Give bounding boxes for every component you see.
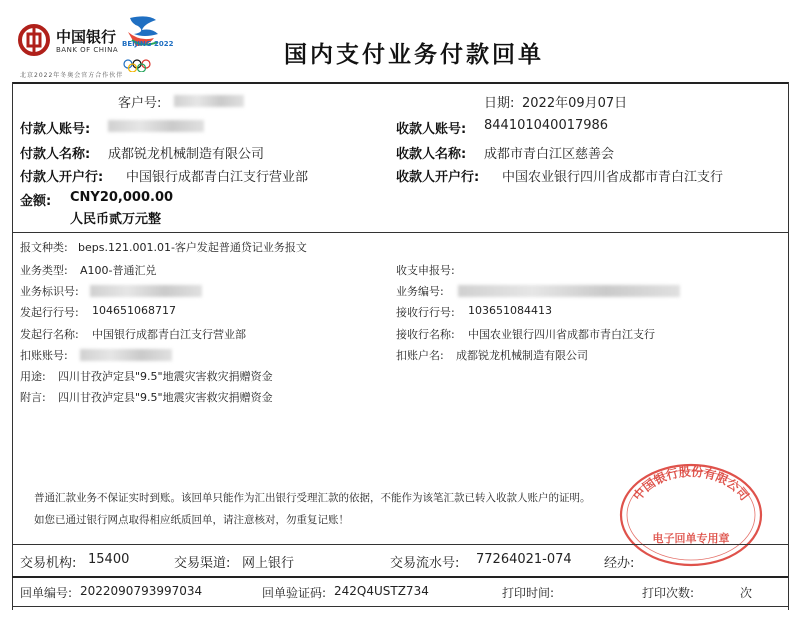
init-bank-no-value: 104651068717 [92,304,176,317]
payer-bank-value: 中国银行成都青白江支行营业部 [126,170,309,185]
biz-type-value: A100-普通汇兑 [80,264,157,277]
receipt-no-value: 2022090793997034 [80,584,203,598]
recv-bank-name-label: 接收行名称: [396,328,455,341]
trans-handler-label: 经办: [604,556,635,571]
payer-account-redacted [108,120,204,132]
debit-name-label: 扣账户名: [396,349,444,362]
footer-top-border [12,576,788,578]
stamp-inner-text: 电子回单专用章 [652,532,730,545]
init-bank-name-label: 发起行名称: [20,328,79,341]
biz-no-redacted [458,285,680,297]
recv-bank-no-value: 103651084413 [468,304,552,317]
trans-channel-value: 网上银行 [242,556,295,571]
verify-code-value: 242Q4USTZ734 [334,584,429,598]
date-value: 2022年09月07日 [522,96,628,111]
payer-bank-label: 付款人开户行: [20,170,104,185]
notice-line-2: 如您已通过银行网点取得相应纸质回单，请注意核对，勿重复记账！ [34,514,349,526]
purpose-value: 四川甘孜泸定县"9.5"地震灾害救灾捐赠资金 [58,370,273,383]
amount-value: CNY20,000.00 [70,190,174,205]
bottom-border [12,606,788,607]
trans-channel-label: 交易渠道: [174,556,231,571]
payee-bank-value: 中国农业银行四川省成都市青白江支行 [502,170,724,185]
beijing-2022-text: BEIJING 2022 [122,40,174,48]
declare-no-label: 收支申报号: [396,264,455,277]
right-border [788,82,789,610]
biz-id-label: 业务标识号: [20,285,79,298]
bank-of-china-logo [18,24,50,56]
init-bank-no-label: 发起行行号: [20,306,79,319]
top-border [12,82,788,84]
trans-serial-value: 77264021-074 [476,552,572,567]
customer-no-redacted [174,95,244,107]
customer-no-label: 客户号: [118,96,162,111]
verify-code-label: 回单验证码: [262,586,327,600]
trans-org-label: 交易机构: [20,556,77,571]
payer-account-label: 付款人账号: [20,122,91,137]
date-label: 日期: [484,96,515,111]
debit-acct-redacted [80,349,172,361]
recv-bank-name-value: 中国农业银行四川省成都市青白江支行 [468,328,655,341]
payee-name-value: 成都市青白江区慈善会 [484,147,615,162]
section-divider [12,232,788,233]
transaction-divider [12,544,788,545]
purpose-label: 用途: [20,370,46,383]
msg-type-value: beps.121.001.01-客户发起普通贷记业务报文 [78,241,307,254]
partner-line: 北京2022年冬奥会官方合作伙伴 [20,72,124,79]
payer-name-value: 成都锐龙机械制造有限公司 [108,147,265,162]
init-bank-name-value: 中国银行成都青白江支行营业部 [92,328,246,341]
receipt-no-label: 回单编号: [20,586,73,600]
bank-seal-stamp [616,458,766,568]
left-border [12,82,13,610]
print-count-label: 打印次数: [642,586,695,600]
bank-name-cn: 中国银行 [56,28,117,46]
msg-type-label: 报文种类: [20,241,68,254]
amount-label: 金额: [20,194,52,209]
biz-type-label: 业务类型: [20,264,68,277]
stamp-outer-text: 中国银行股份有限公司 [630,464,752,504]
trans-org-value: 15400 [88,552,130,567]
biz-id-redacted [90,285,202,297]
postscript-label: 附言: [20,391,46,404]
bank-name-en: BANK OF CHINA [56,46,119,54]
biz-no-label: 业务编号: [396,285,444,298]
payee-account-label: 收款人账号: [396,122,467,137]
debit-acct-label: 扣账账号: [20,349,68,362]
print-time-label: 打印时间: [502,586,555,600]
notice-line-1: 普通汇款业务不保证实时到账。该回单只能作为汇出银行受理汇款的依据，不能作为该笔汇款已转入收款人账户的证明。 [34,492,591,504]
amount-in-words: 人民币贰万元整 [70,212,162,227]
recv-bank-no-label: 接收行行号: [396,306,455,319]
postscript-value: 四川甘孜泸定县"9.5"地震灾害救灾捐赠资金 [58,391,273,404]
payee-name-label: 收款人名称: [396,147,467,162]
document-title: 国内支付业务付款回单 [284,41,544,68]
trans-serial-label: 交易流水号: [390,556,460,571]
payer-name-label: 付款人名称: [20,147,91,162]
payee-account-value: 844101040017986 [484,118,609,133]
debit-name-value: 成都锐龙机械制造有限公司 [456,349,588,362]
print-count-suffix: 次 [740,586,753,600]
payee-bank-label: 收款人开户行: [396,170,480,185]
